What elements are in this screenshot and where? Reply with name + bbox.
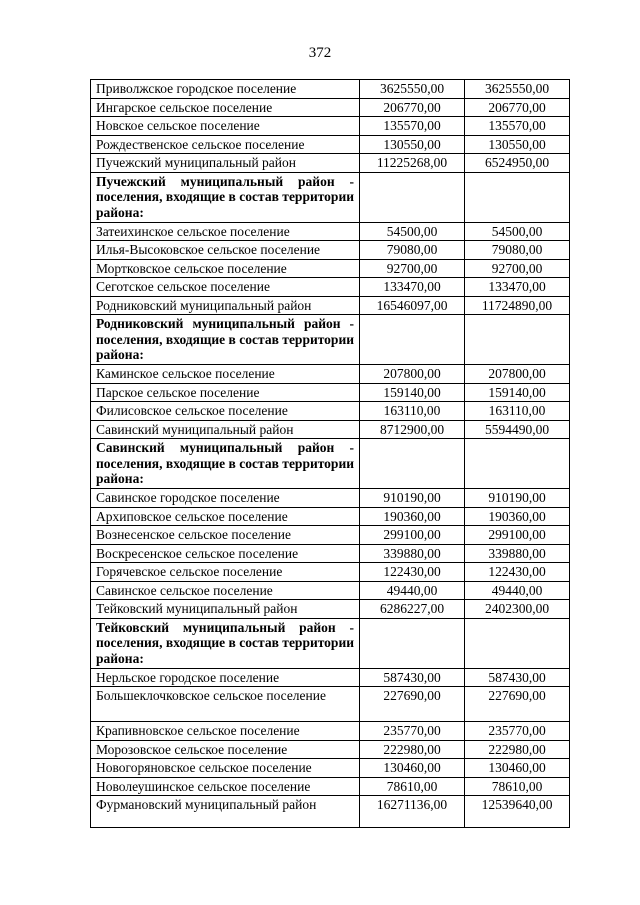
amount-cell-1: 135570,00 <box>360 117 465 136</box>
amount-cell-1: 910190,00 <box>360 489 465 508</box>
amount-cell-2: 12539640,00 <box>465 796 570 828</box>
table-row <box>91 278 570 297</box>
amount-cell-1: 163110,00 <box>360 402 465 421</box>
territory-name-cell: Приволжское городское поселение <box>91 80 360 99</box>
amount-cell-2: 133470,00 <box>465 278 570 297</box>
amount-cell-2: 130550,00 <box>465 135 570 154</box>
amount-cell-1: 6286227,00 <box>360 600 465 619</box>
amount-cell-2: 190360,00 <box>465 507 570 526</box>
table-row <box>91 365 570 384</box>
table-row <box>91 98 570 117</box>
territory-name-cell: Илья-Высоковское сельское поселение <box>91 241 360 260</box>
table-row <box>91 222 570 241</box>
amount-cell-2: 78610,00 <box>465 777 570 796</box>
amount-cell-2: 3625550,00 <box>465 80 570 99</box>
amount-cell-1: 16546097,00 <box>360 296 465 315</box>
amount-cell-2: 6524950,00 <box>465 154 570 173</box>
section-header-cell: Пучежский муниципальный район - поселения, входящие в состав территории района: <box>91 172 360 222</box>
territory-name-cell: Новогоряновское сельское поселение <box>91 759 360 778</box>
amount-cell-1 <box>360 172 465 222</box>
territory-name-cell: Горячевское сельское поселение <box>91 563 360 582</box>
amount-cell-1: 49440,00 <box>360 581 465 600</box>
page-number: 372 <box>308 45 332 61</box>
amount-cell-1 <box>360 439 465 489</box>
amount-cell-2: 11724890,00 <box>465 296 570 315</box>
amount-cell-1: 122430,00 <box>360 563 465 582</box>
table-row <box>91 296 570 315</box>
amount-cell-1: 222980,00 <box>360 740 465 759</box>
amount-cell-2: 79080,00 <box>465 241 570 260</box>
amount-cell-2: 339880,00 <box>465 544 570 563</box>
section-header-row <box>91 618 570 668</box>
territory-name-cell: Филисовское сельское поселение <box>91 402 360 421</box>
table-row <box>91 777 570 796</box>
amount-cell-1: 206770,00 <box>360 98 465 117</box>
table-row <box>91 383 570 402</box>
amount-cell-2 <box>465 439 570 489</box>
amount-cell-1: 190360,00 <box>360 507 465 526</box>
amount-cell-1: 92700,00 <box>360 259 465 278</box>
amount-cell-1: 339880,00 <box>360 544 465 563</box>
amount-cell-1: 130550,00 <box>360 135 465 154</box>
table-row <box>91 259 570 278</box>
amount-cell-2: 92700,00 <box>465 259 570 278</box>
territory-name-cell: Сеготское сельское поселение <box>91 278 360 297</box>
territory-name-cell: Рождественское сельское поселение <box>91 135 360 154</box>
amount-cell-2 <box>465 172 570 222</box>
section-header-row <box>91 439 570 489</box>
amount-cell-1: 235770,00 <box>360 722 465 741</box>
table-row <box>91 507 570 526</box>
territory-name-cell: Воскресенское сельское поселение <box>91 544 360 563</box>
territory-name-cell: Тейковский муниципальный район <box>91 600 360 619</box>
territory-name-cell: Архиповское сельское поселение <box>91 507 360 526</box>
table-row <box>91 135 570 154</box>
table-row <box>91 687 570 722</box>
amount-cell-1: 16271136,00 <box>360 796 465 828</box>
amount-cell-1: 587430,00 <box>360 668 465 687</box>
territory-name-cell: Морозовское сельское поселение <box>91 740 360 759</box>
territory-name-cell: Савинское городское поселение <box>91 489 360 508</box>
amount-cell-1: 227690,00 <box>360 687 465 722</box>
section-header-cell: Родниковский муниципальный район - поселения, входящие в состав территории района: <box>91 315 360 365</box>
table-row <box>91 489 570 508</box>
amount-cell-2: 163110,00 <box>465 402 570 421</box>
amount-cell-1: 133470,00 <box>360 278 465 297</box>
table-row <box>91 241 570 260</box>
territory-name-cell: Мортковское сельское поселение <box>91 259 360 278</box>
amount-cell-2: 587430,00 <box>465 668 570 687</box>
amount-cell-1: 3625550,00 <box>360 80 465 99</box>
amount-cell-1: 8712900,00 <box>360 420 465 439</box>
territory-name-cell: Затеихинское сельское поселение <box>91 222 360 241</box>
section-header-row <box>91 315 570 365</box>
territory-name-cell: Ингарское сельское поселение <box>91 98 360 117</box>
amount-cell-2: 910190,00 <box>465 489 570 508</box>
amount-cell-2: 159140,00 <box>465 383 570 402</box>
table-row <box>91 402 570 421</box>
amount-cell-2: 5594490,00 <box>465 420 570 439</box>
amount-cell-1 <box>360 315 465 365</box>
amount-cell-2 <box>465 315 570 365</box>
table-row <box>91 759 570 778</box>
amount-cell-1: 11225268,00 <box>360 154 465 173</box>
territory-name-cell: Савинское сельское поселение <box>91 581 360 600</box>
table-row <box>91 117 570 136</box>
amount-cell-1: 79080,00 <box>360 241 465 260</box>
amount-cell-1: 130460,00 <box>360 759 465 778</box>
territory-name-cell: Родниковский муниципальный район <box>91 296 360 315</box>
amount-cell-2: 2402300,00 <box>465 600 570 619</box>
section-header-row <box>91 172 570 222</box>
table-row <box>91 544 570 563</box>
territory-name-cell: Пучежский муниципальный район <box>91 154 360 173</box>
amount-cell-2: 227690,00 <box>465 687 570 722</box>
amount-cell-1: 299100,00 <box>360 526 465 545</box>
territory-name-cell: Новолеушинское сельское поселение <box>91 777 360 796</box>
table-row <box>91 581 570 600</box>
table-row <box>91 722 570 741</box>
amount-cell-1 <box>360 618 465 668</box>
amount-cell-2: 122430,00 <box>465 563 570 582</box>
territory-name-cell: Вознесенское сельское поселение <box>91 526 360 545</box>
territory-name-cell: Большеклочковское сельское поселение <box>91 687 360 722</box>
territory-name-cell: Нерльское городское поселение <box>91 668 360 687</box>
table-row <box>91 420 570 439</box>
table-row <box>91 600 570 619</box>
amount-cell-1: 207800,00 <box>360 365 465 384</box>
amount-cell-2: 207800,00 <box>465 365 570 384</box>
table-row <box>91 154 570 173</box>
table-body <box>91 80 570 828</box>
table-row <box>91 740 570 759</box>
territory-name-cell: Парское сельское поселение <box>91 383 360 402</box>
table-row <box>91 668 570 687</box>
territory-name-cell: Каминское сельское поселение <box>91 365 360 384</box>
territory-name-cell: Фурмановский муниципальный район <box>91 796 360 828</box>
table-row <box>91 796 570 828</box>
table-row <box>91 80 570 99</box>
amount-cell-2: 54500,00 <box>465 222 570 241</box>
amount-cell-1: 159140,00 <box>360 383 465 402</box>
amount-cell-2: 299100,00 <box>465 526 570 545</box>
amount-cell-2: 222980,00 <box>465 740 570 759</box>
amount-cell-2: 206770,00 <box>465 98 570 117</box>
amount-cell-2: 235770,00 <box>465 722 570 741</box>
territory-name-cell: Крапивновское сельское поселение <box>91 722 360 741</box>
amount-cell-1: 54500,00 <box>360 222 465 241</box>
territory-name-cell: Савинский муниципальный район <box>91 420 360 439</box>
amount-cell-2: 130460,00 <box>465 759 570 778</box>
amount-cell-2 <box>465 618 570 668</box>
amount-cell-2: 135570,00 <box>465 117 570 136</box>
table-row <box>91 563 570 582</box>
territory-name-cell: Новское сельское поселение <box>91 117 360 136</box>
section-header-cell: Савинский муниципальный район - поселения, входящие в состав территории района: <box>91 439 360 489</box>
table-row <box>91 526 570 545</box>
amount-cell-2: 49440,00 <box>465 581 570 600</box>
section-header-cell: Тейковский муниципальный район - поселения, входящие в состав территории района: <box>91 618 360 668</box>
amount-cell-1: 78610,00 <box>360 777 465 796</box>
budget-table <box>90 79 570 828</box>
